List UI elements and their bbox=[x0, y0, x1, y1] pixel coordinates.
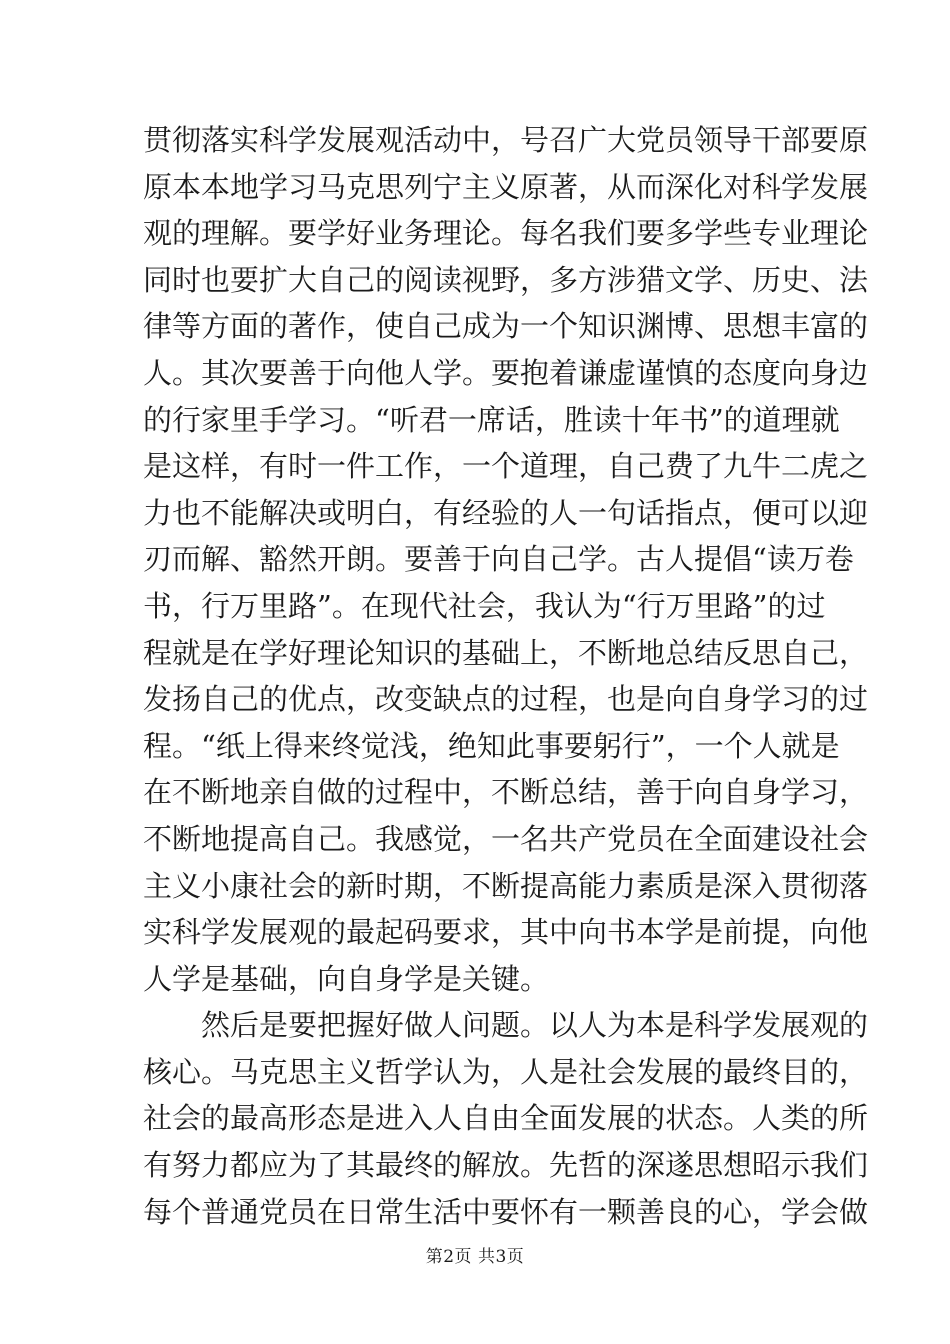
page-number-footer: 第2页 共3页 bbox=[425, 1247, 525, 1267]
text-line: 力也不能解决或明白，有经验的人一句话指点，便可以迎 bbox=[143, 495, 869, 530]
text-line: 实科学发展观的最起码要求，其中向书本学是前提，向他 bbox=[143, 915, 869, 950]
body-text bbox=[143, 117, 869, 1235]
text-line: 有努力都应为了其最终的解放。先哲的深遂思想昭示我们 bbox=[143, 1148, 869, 1183]
text-line: 程就是在学好理论知识的基础上，不断地总结反思自己， bbox=[143, 635, 869, 670]
text-line: 社会的最高形态是进入人自由全面发展的状态。人类的所 bbox=[143, 1101, 869, 1136]
text-line: 书，行万里路”。在现代社会，我认为“行万里路”的过 bbox=[143, 588, 826, 623]
text-line: 人。其次要善于向他人学。要抱着谦虚谨慎的态度向身边 bbox=[143, 355, 869, 390]
text-line: 的行家里手学习。“听君一席话，胜读十年书”的道理就 bbox=[143, 402, 840, 437]
text-line: 人学是基础，向自身学是关键。 bbox=[143, 961, 550, 996]
text-line: 不断地提高自己。我感觉，一名共产党员在全面建设社会 bbox=[143, 821, 869, 856]
text-line: 观的理解。要学好业务理论。每名我们要多学些专业理论 bbox=[143, 216, 869, 251]
text-line: 贯彻落实科学发展观活动中，号召广大党员领导干部要原 bbox=[143, 123, 869, 157]
text-line: 刃而解、豁然开朗。要善于向自己学。古人提倡“读万卷 bbox=[143, 542, 854, 577]
text-line: 同时也要扩大自己的阅读视野，多方涉猎文学、历史、法 bbox=[143, 262, 869, 297]
text-line: 每个普通党员在日常生活中要怀有一颗善良的心，学会做 bbox=[143, 1194, 869, 1229]
text-line: 主义小康社会的新时期，不断提高能力素质是深入贯彻落 bbox=[143, 868, 869, 903]
text-line: 发扬自己的优点，改变缺点的过程，也是向自身学习的过 bbox=[143, 682, 869, 717]
text-line: 原本本地学习马克思列宁主义原著，从而深化对科学发展 bbox=[143, 169, 869, 204]
text-line: 是这样，有时一件工作，一个道理，自己费了九牛二虎之 bbox=[143, 449, 869, 484]
text-line: 核心。马克思主义哲学认为，人是社会发展的最终目的， bbox=[143, 1054, 869, 1089]
text-line: 程。“纸上得来终觉浅，绝知此事要躬行”，一个人就是 bbox=[143, 728, 840, 763]
text-line: 在不断地亲自做的过程中，不断总结，善于向自身学习， bbox=[143, 775, 869, 810]
text-line: 然后是要把握好做人问题。以人为本是科学发展观的 bbox=[201, 1008, 869, 1043]
text-line: 律等方面的著作，使自己成为一个知识渊博、思想丰富的 bbox=[143, 309, 869, 344]
